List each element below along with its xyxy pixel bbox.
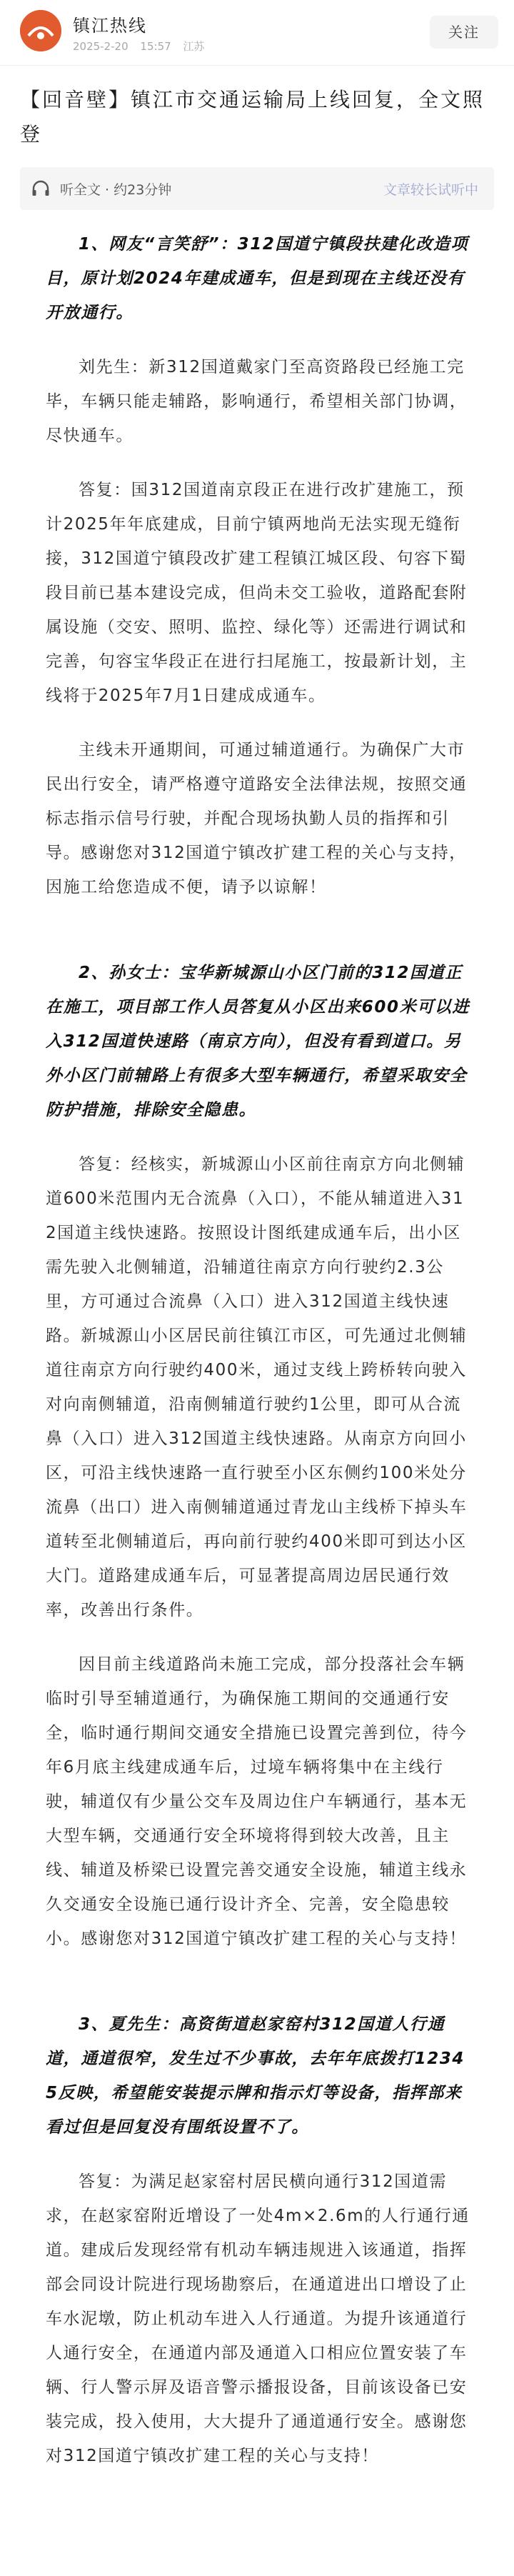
section-divider xyxy=(46,924,471,956)
follow-button[interactable]: 关注 xyxy=(430,16,498,49)
listen-hint: 文章较长试听中 xyxy=(383,182,478,198)
section-2-paragraph: 答复：经核实，新城源山小区前往南京方向北侧辅道600米范围内无合流鼻（入口），不能从辅道进入312国道主线快速路。按照设计图纸建成通车后，出小区需先驶入北侧辅道，沿辅道往南京方向行驶约2.3公里，方可通过合流鼻（入口）进入312国道主线快速路。新城源山小区居民前往镇江市区，可先通过北侧辅道往南京方向行驶约400米，通过支线上跨桥转向驶入对向南侧辅道，沿南侧辅道行驶约1公里，即可从合流鼻（入口）进入312国道主线快速路。从南京方向回小区，可沿主线快速路一直行驶至小区东侧约100米处分流鼻（出口）进入南侧辅道通过青龙山主线桥下掉头车道转至北侧辅道后，再向前行驶约400米即可到达小区大门。道路建成通车后，可显著提高周边居民通行效率，改善出行条件。 xyxy=(46,1155,468,1619)
section-1-question: 1、网友“言笑舒”：312国道宁镇段扶建化改造项目，原计划2024年建成通车，但是到现在主线还没有开放通行。 xyxy=(46,235,469,322)
section-3-question: 3、夏先生：高资街道赵家窑村312国道人行通道，通道很窄，发生过不少事故，去年年底拨打12345反映，希望能安装提示牌和指示灯等设备，指挥部来看过但是回复没有围纸设置不了。 xyxy=(46,2015,465,2137)
listen-label[interactable]: 听全文 · 约23分钟 xyxy=(60,182,172,198)
article-title: 【回音壁】镇江市交通运输局上线回复，全文照登 xyxy=(20,88,485,146)
account-name[interactable]: 镇江热线 xyxy=(73,16,147,36)
section-2-paragraph: 因目前主线道路尚未施工完成，部分投落社会车辆临时引导至辅道通行，为确保施工期间的交通通行安全，临时通行期间交通安全措施已设置完善到位，待今年6月底主线建成通车后，过境车辆将集中在主线行驶，辅道仅有少量公交车及周边住户车辆通行，基本无大型车辆，交通通行安全环境将得到较大改善，且主线、辅道及桥梁已设置完善交通安全设施，辅道主线永久交通安全设施已通行设计齐全、完善，安全隐患较小。感谢您对312国道宁镇改扩建工程的关心与支持！ xyxy=(46,1655,468,1948)
section-1-paragraph: 答复：国312国道南京段正在进行改扩建施工，预计2025年年底建成，目前宁镇两地尚无法实现无缝衔接，312国道宁镇段改扩建工程镇江城区段、句容下蜀段目前已基本建设完成，但尚未交工验收，道路配套附属设施（交安、照明、监控、绿化等）还需进行调试和完善，句容宝华段正在进行扫尾施工，按最新计划，主线将于2025年7月1日建成成通车。 xyxy=(46,481,468,705)
article-header xyxy=(0,0,514,66)
listen-bar[interactable] xyxy=(20,167,494,210)
article-body xyxy=(46,227,471,2493)
post-meta xyxy=(73,39,204,54)
section-2-question: 2、孙女士：宝华新城源山小区门前的312国道正在施工，项目部工作人员答复从小区出来600米可以进入312国道快速路（南京方向），但没有看到道口。另外小区门前辅路上有很多大型车辆通行，希望采取安全防护措施，排除安全隐患。 xyxy=(46,964,470,1119)
account-avatar[interactable] xyxy=(20,10,61,51)
headphones-icon xyxy=(31,180,50,197)
section-3-paragraph: 答复：为满足赵家窑村居民横向通行312国道需求，在赵家窑附近增设了一处4m×2.6m的人行通行通道。建成后发现经常有机动车辆违规进入该通道，指挥部会同设计院进行现场勘察后，在通道进出口增设了止车水泥墩，防止机动车进入人行通道。为提升该通道行人通行安全，在通道内部及通道入口相应位置安装了车辆、行人警示屏及语音警示播报设备，目前该设备已安装完成，投入使用，大大提升了通道通行安全。感谢您对312国道宁镇改扩建工程的关心与支持！ xyxy=(46,2172,470,2465)
section-1-paragraph: 主线未开通期间，可通过辅道通行。为确保广大市民出行安全，请严格遵守道路安全法律法规，按照交通标志指示信号行驶，并配合现场执勤人员的指挥和引导。感谢您对312国道宁镇改扩建工程的关心与支持，因施工给您造成不便，请予以谅解！ xyxy=(46,741,468,897)
account-logo-icon xyxy=(20,10,61,51)
section-divider xyxy=(46,1976,471,2007)
post-time: 15:57 xyxy=(140,40,171,53)
post-date: 2025-2-20 xyxy=(73,40,128,53)
section-1-paragraph: 刘先生：新312国道戴家门至高资路段已经施工完毕，车辆只能走辅路，影响通行，希望相关部门协调，尽快通车。 xyxy=(46,358,468,445)
post-location: 江苏 xyxy=(183,40,205,53)
